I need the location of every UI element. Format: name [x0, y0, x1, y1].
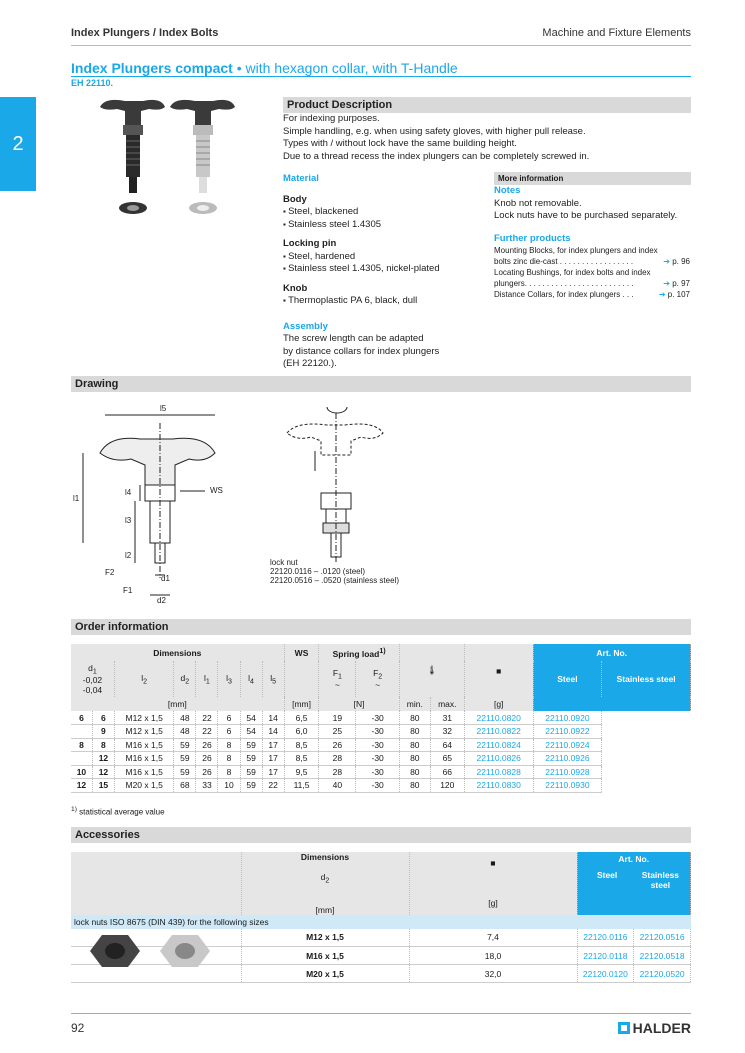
- art-no-steel[interactable]: 22110.0830: [464, 779, 533, 793]
- acc-unit-g: [g]: [488, 898, 498, 909]
- cell-tmin: -30: [356, 738, 399, 752]
- cell-l4: 8: [218, 738, 240, 752]
- art-no-stainless[interactable]: 22110.0922: [533, 725, 602, 739]
- unit-mm: [mm]: [71, 697, 284, 711]
- cell-l4: 8: [218, 752, 240, 766]
- footnote-text: statistical average value: [79, 807, 165, 817]
- col-l2: $l_2$: [114, 661, 173, 697]
- notes-heading: Notes: [494, 185, 521, 196]
- acc-art-label: Art. No.: [618, 854, 650, 864]
- l2-label: l: [141, 672, 144, 683]
- body-item: ▪ Stainless steel 1.4305: [283, 219, 483, 232]
- cell-l5: 59: [240, 738, 262, 752]
- f1-label: F: [332, 667, 339, 678]
- art-no-stainless[interactable]: 22110.0928: [533, 765, 602, 779]
- cell-l4: 6: [218, 725, 240, 739]
- cell-l2: 15: [92, 779, 114, 793]
- note-line: Knob not removable.: [494, 197, 582, 209]
- col-ws: WS: [284, 644, 319, 661]
- accessories-heading: Accessories: [71, 827, 691, 843]
- more-info-block: [494, 185, 694, 300]
- cell-l2: 12: [92, 765, 114, 779]
- cell-l1: 48: [174, 725, 196, 739]
- cell-l3: 26: [196, 765, 218, 779]
- col-l1: $l_1$: [196, 661, 218, 697]
- acc-weight: 7,4: [409, 929, 577, 947]
- cell-ws: 14: [262, 711, 284, 725]
- art-no-stainless[interactable]: 22110.0930: [533, 779, 602, 793]
- weight-icon: ■: [464, 644, 533, 697]
- cell-l3: 26: [196, 752, 218, 766]
- art-no-stainless[interactable]: 22120.0518: [634, 947, 691, 965]
- acc-weight: 32,0: [409, 965, 577, 983]
- weight-icon: ■: [490, 858, 496, 869]
- cell-l5: 59: [240, 752, 262, 766]
- more-info-heading: More information: [494, 172, 691, 185]
- cell-f2: 40: [319, 779, 356, 793]
- acc-weight: 18,0: [409, 947, 577, 965]
- cell-f1: 6,0: [284, 725, 319, 739]
- unit-g: [g]: [464, 697, 533, 711]
- acc-dimensions-label: Dimensions: [300, 852, 350, 862]
- unit-mm-ws: [mm]: [284, 697, 319, 711]
- cell-l5: 59: [240, 779, 262, 793]
- art-no-steel[interactable]: 22110.0822: [464, 725, 533, 739]
- col-d1: $d_1$ -0,02 -0,04: [71, 661, 114, 697]
- col-stainless: Stainless steel: [602, 661, 691, 697]
- cell-l4: 6: [218, 711, 240, 725]
- product-description-text: [283, 113, 691, 163]
- cell-g: 120: [430, 779, 464, 793]
- label-l5: l5: [160, 404, 167, 413]
- arrow-icon: ➔: [663, 257, 670, 266]
- cell-d1: 12: [71, 779, 92, 793]
- lock-nut-steel: 22120.0116 – .0120 (steel): [270, 567, 366, 576]
- acc-d2-label: d: [320, 872, 326, 882]
- cell-d1: 10: [71, 765, 92, 779]
- d1-label: d: [88, 662, 93, 673]
- cell-tmin: -30: [356, 765, 399, 779]
- cell-l3: 22: [196, 725, 218, 739]
- col-l4: $l_4$: [240, 661, 262, 697]
- lock-nut-stainless: 22120.0516 – .0520 (stainless steel): [270, 576, 399, 585]
- cell-d1: [71, 725, 92, 739]
- further-item[interactable]: [494, 267, 694, 289]
- material-block: [283, 173, 483, 371]
- label-f2: F2: [105, 568, 115, 577]
- lock-nut-label: lock nut: [270, 558, 298, 567]
- cell-d1: 6: [71, 711, 92, 725]
- acc-size: M12 x 1,5: [241, 929, 409, 947]
- cell-d1: [71, 752, 92, 766]
- page-ref[interactable]: p. 97: [672, 279, 690, 288]
- pin-item: ▪ Stainless steel 1.4305, nickel-plated: [283, 263, 483, 276]
- cell-f1: 6,5: [284, 711, 319, 725]
- l1-label: l: [204, 672, 206, 683]
- cell-ws: 17: [262, 752, 284, 766]
- lock-nut-photo: [80, 929, 220, 973]
- cell-g: 32: [430, 725, 464, 739]
- art-no-steel[interactable]: 22120.0118: [577, 947, 634, 965]
- col-spring: [319, 644, 399, 661]
- cell-f2: 28: [319, 765, 356, 779]
- col-art: Art. No.: [533, 644, 690, 661]
- cell-f1: 8,5: [284, 752, 319, 766]
- further-item-dots: Distance Collars, for index plungers . . .: [494, 290, 634, 299]
- col-ws-empty: [284, 661, 319, 697]
- further-heading: Further products: [494, 232, 571, 244]
- cell-tmax: 80: [399, 752, 430, 766]
- cell-l4: 8: [218, 765, 240, 779]
- header-divider: [71, 45, 691, 46]
- cell-l3: 22: [196, 711, 218, 725]
- cell-g: 64: [430, 738, 464, 752]
- acc-col-dimensions: Dimensions $d_2$ [mm]: [241, 852, 409, 915]
- table-row: [71, 725, 691, 739]
- cell-ws: 17: [262, 765, 284, 779]
- label-d2: d2: [157, 596, 166, 605]
- art-no-steel[interactable]: 22110.0824: [464, 738, 533, 752]
- assembly-line: The screw length can be adapted: [283, 333, 424, 344]
- cell-l1: 59: [174, 738, 196, 752]
- product-code: EH 22110.: [71, 78, 114, 88]
- acc-group-row: lock nuts ISO 8675 (DIN 439) for the following sizes: [74, 916, 269, 927]
- pin-item: ▪ Steel, hardened: [283, 251, 483, 264]
- tilde: ~: [334, 680, 340, 691]
- assembly-line: by distance collars for index plungers: [283, 345, 440, 357]
- order-table: [71, 644, 691, 793]
- pin-heading: Locking pin: [283, 238, 337, 249]
- cell-l1: 68: [174, 779, 196, 793]
- product-photo: [95, 93, 245, 221]
- cell-f2: 26: [319, 738, 356, 752]
- acc-stainless-label: Stainless steel: [641, 870, 680, 890]
- acc-col-art: [577, 852, 691, 915]
- cell-l2: 12: [92, 752, 114, 766]
- f2-label: F: [373, 667, 379, 678]
- cell-l3: 33: [196, 779, 218, 793]
- page-ref[interactable]: p. 96: [672, 257, 690, 266]
- desc-line: Due to a thread recess the index plungers can be completely screwed in.: [283, 150, 590, 162]
- cell-l2: 6: [92, 711, 114, 725]
- cell-tmax: 80: [399, 711, 430, 725]
- cell-f1: 8,5: [284, 738, 319, 752]
- cell-f2: 28: [319, 752, 356, 766]
- chapter-tab: 2: [0, 97, 36, 191]
- further-item[interactable]: [494, 245, 694, 267]
- cell-tmax: 80: [399, 779, 430, 793]
- further-item-text: Mounting Blocks, for index plungers and index: [494, 246, 658, 255]
- cell-g: 66: [430, 765, 464, 779]
- cell-tmin: -30: [356, 711, 399, 725]
- cell-f1: 11,5: [284, 779, 319, 793]
- col-steel: Steel: [533, 661, 602, 697]
- drawing-heading: Drawing: [71, 376, 691, 392]
- thermometer-icon: 🌡: [399, 644, 464, 697]
- art-no-steel[interactable]: 22110.0828: [464, 765, 533, 779]
- section-title: Index Plungers / Index Bolts: [71, 27, 219, 39]
- acc-unit-mm: [mm]: [315, 904, 335, 915]
- further-item[interactable]: [494, 289, 694, 300]
- cell-l1: 59: [174, 752, 196, 766]
- arrow-icon: ➔: [663, 279, 670, 288]
- tilde: ~: [375, 680, 381, 691]
- page-number: 92: [71, 1021, 85, 1035]
- label-l1: l1: [73, 494, 80, 503]
- cell-d2: M16 x 1,5: [114, 765, 173, 779]
- spring-label: Spring load: [332, 648, 380, 659]
- cell-ws: 17: [262, 738, 284, 752]
- art-no-steel[interactable]: 22110.0820: [464, 711, 533, 725]
- acc-image-col: [71, 852, 241, 915]
- halder-logo-icon: [618, 1022, 630, 1034]
- l3-label: l: [226, 672, 228, 683]
- d1-tol: -0,04: [82, 685, 103, 696]
- further-item-dots: plungers. . . . . . . . . . . . . . . . . . . . . . . . .: [494, 279, 634, 288]
- temp-max: max.: [430, 697, 464, 711]
- body-heading: Body: [283, 193, 307, 205]
- acc-steel-label: Steel: [596, 870, 618, 880]
- label-l2: l2: [125, 551, 132, 560]
- acc-size: M16 x 1,5: [241, 947, 409, 965]
- cell-l5: 54: [240, 711, 262, 725]
- cell-f2: 25: [319, 725, 356, 739]
- cell-l3: 26: [196, 738, 218, 752]
- art-no-stainless[interactable]: 22120.0520: [634, 965, 691, 983]
- product-title-bold: Index Plungers compact: [71, 60, 233, 76]
- l5-label: l: [270, 672, 273, 683]
- table-row: [71, 711, 691, 725]
- acc-col-weight: [409, 852, 577, 915]
- product-description-heading: Product Description: [283, 97, 691, 113]
- cell-l1: 59: [174, 765, 196, 779]
- technical-drawing: [65, 393, 445, 613]
- cell-d2: M16 x 1,5: [114, 752, 173, 766]
- art-no-steel[interactable]: 22110.0826: [464, 752, 533, 766]
- label-f1: F1: [123, 586, 133, 595]
- product-title-rest: • with hexagon collar, with T-Handle: [232, 60, 458, 76]
- cell-tmin: -30: [356, 779, 399, 793]
- cell-d2: M12 x 1,5: [114, 711, 173, 725]
- knob-item: ▪ Thermoplastic PA 6, black, dull: [283, 295, 483, 308]
- label-l4: l4: [125, 488, 132, 497]
- d2-label: d: [180, 672, 186, 683]
- product-title: [71, 60, 458, 76]
- art-no-stainless[interactable]: 22120.0516: [634, 929, 691, 947]
- cell-l5: 54: [240, 725, 262, 739]
- cell-g: 31: [430, 711, 464, 725]
- body-item: ▪ Steel, blackened: [283, 206, 483, 219]
- art-no-steel[interactable]: 22120.0116: [577, 929, 634, 947]
- footer-divider: [71, 1013, 691, 1014]
- further-item-text: Locating Bushings, for index bolts and index: [494, 268, 651, 277]
- cell-ws: 22: [262, 779, 284, 793]
- l4-label: l: [248, 672, 251, 683]
- order-heading: Order information: [71, 619, 691, 635]
- catalog-title: Machine and Fixture Elements: [542, 27, 691, 39]
- cell-d1: 8: [71, 738, 92, 752]
- cell-l2: 8: [92, 738, 114, 752]
- cell-l4: 10: [218, 779, 240, 793]
- table-row: [71, 738, 691, 752]
- art-no-steel[interactable]: 22120.0120: [577, 965, 634, 983]
- further-item-dots: bolts zinc die-cast . . . . . . . . . . . . . . . . .: [494, 257, 634, 266]
- label-l3: l3: [125, 516, 132, 525]
- page-ref[interactable]: p. 107: [667, 290, 690, 299]
- cell-f1: 9,5: [284, 765, 319, 779]
- art-spacer: [533, 697, 690, 711]
- footnote-sup: 1): [71, 806, 77, 813]
- col-f1: $F_1$ ~: [319, 661, 356, 697]
- arrow-icon: ➔: [658, 290, 666, 299]
- brand-logo: [618, 1020, 691, 1036]
- cell-l5: 59: [240, 765, 262, 779]
- desc-line: Simple handling, e.g. when using safety gloves, with higher pull release.: [283, 125, 586, 137]
- cell-g: 65: [430, 752, 464, 766]
- art-no-stainless[interactable]: 22110.0924: [533, 738, 602, 752]
- col-l5: $l_5$: [262, 661, 284, 697]
- col-f2: $F_2$ ~: [356, 661, 399, 697]
- col-dimensions: Dimensions: [71, 644, 284, 661]
- note-line: Lock nuts have to be purchased separately.: [494, 210, 678, 221]
- material-heading: Material: [283, 173, 319, 184]
- footnote: [71, 806, 165, 817]
- title-divider: [71, 76, 691, 77]
- assembly-heading: Assembly: [283, 320, 328, 332]
- temp-min: min.: [399, 697, 430, 711]
- label-ws: WS: [210, 486, 223, 495]
- cell-tmax: 80: [399, 738, 430, 752]
- desc-line: Types with / without lock have the same building height.: [283, 138, 517, 149]
- col-l3: $l_3$: [218, 661, 240, 697]
- desc-line: For indexing purposes.: [283, 113, 380, 124]
- cell-f2: 19: [319, 711, 356, 725]
- art-no-stainless[interactable]: 22110.0926: [533, 752, 602, 766]
- table-row: [71, 779, 691, 793]
- table-row: [71, 765, 691, 779]
- cell-ws: 14: [262, 725, 284, 739]
- cell-tmax: 80: [399, 765, 430, 779]
- assembly-line: (EH 22120.).: [283, 358, 337, 369]
- cell-d2: M12 x 1,5: [114, 725, 173, 739]
- cell-tmin: -30: [356, 725, 399, 739]
- table-row: [71, 752, 691, 766]
- spring-sup: 1): [379, 646, 386, 655]
- art-no-stainless[interactable]: 22110.0920: [533, 711, 602, 725]
- cell-l2: 9: [92, 725, 114, 739]
- cell-tmax: 80: [399, 725, 430, 739]
- acc-size: M20 x 1,5: [241, 965, 409, 983]
- brand-name: HALDER: [632, 1020, 691, 1036]
- cell-d2: M16 x 1,5: [114, 738, 173, 752]
- cell-tmin: -30: [356, 752, 399, 766]
- d1-tol: -0,02: [82, 675, 103, 686]
- cell-l1: 48: [174, 711, 196, 725]
- cell-d2: M20 x 1,5: [114, 779, 173, 793]
- unit-n: [N]: [319, 697, 399, 711]
- label-d1: d1: [161, 574, 170, 583]
- col-d2: $d_2$: [174, 661, 196, 697]
- knob-heading: Knob: [283, 282, 308, 294]
